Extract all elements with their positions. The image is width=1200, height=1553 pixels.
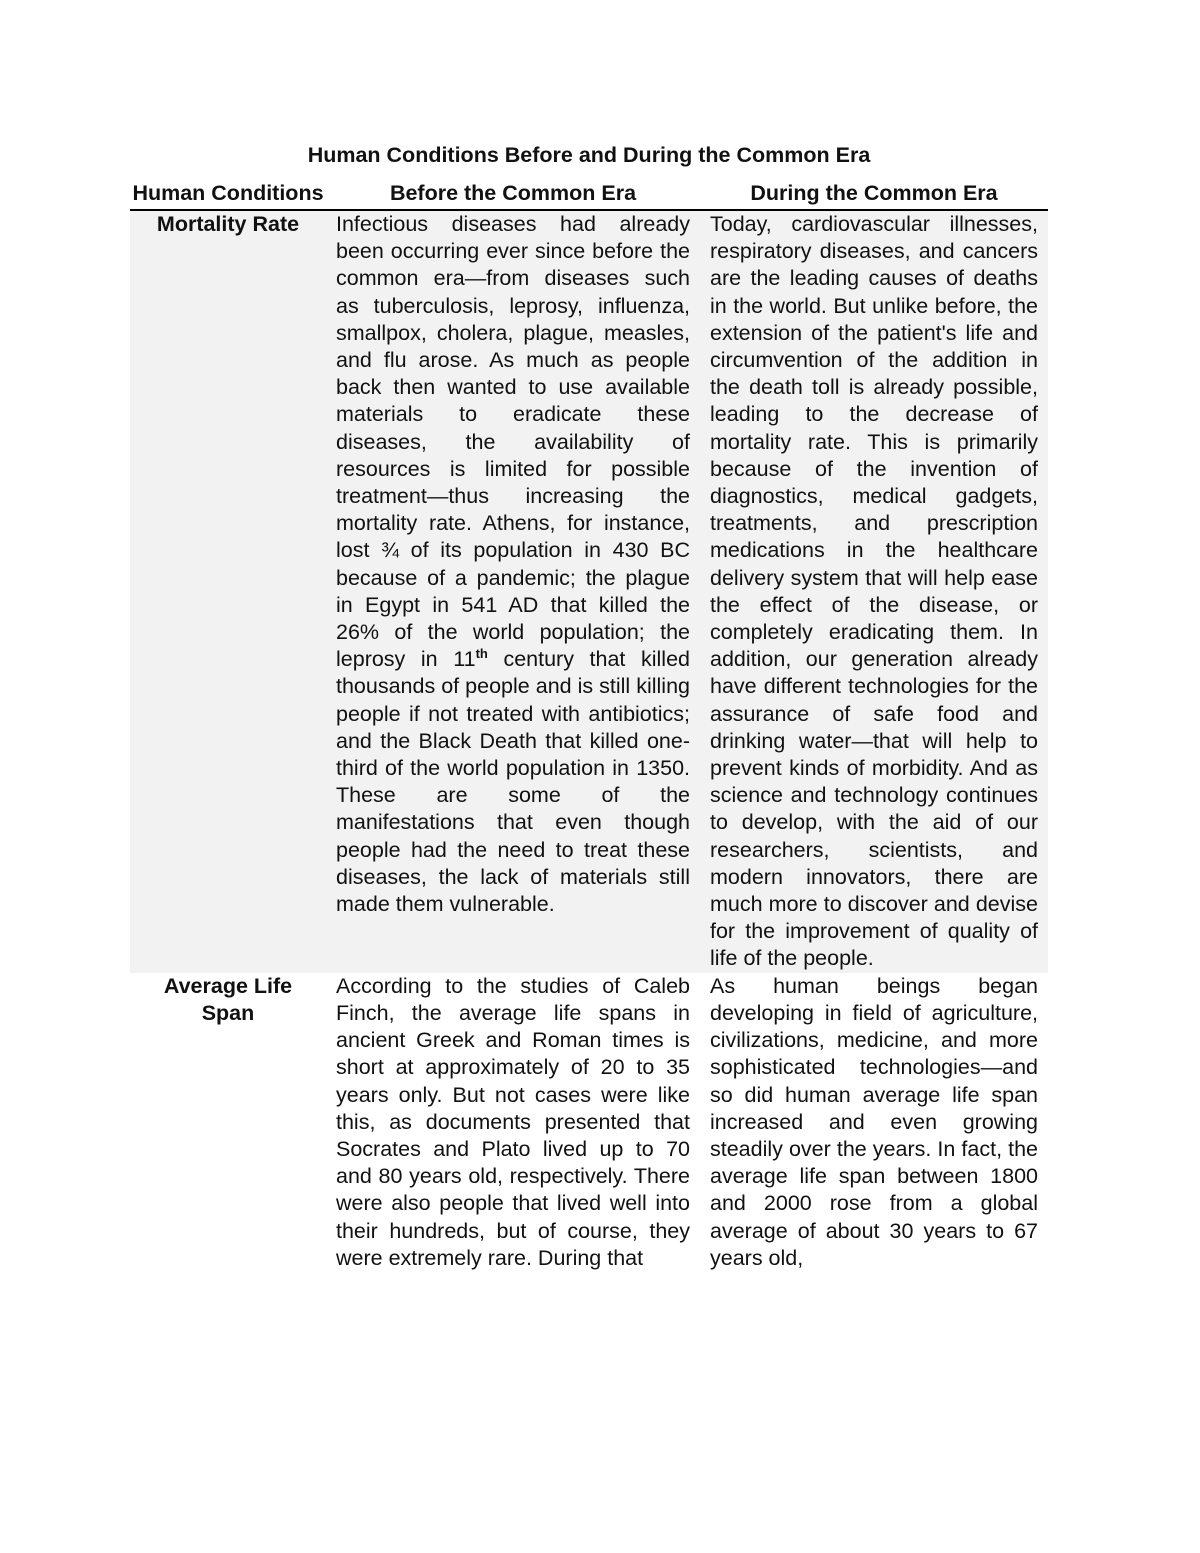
- cell-mortality-during: Today, cardiovascular illnesses, respiratory diseases, and cancers are the leading causes of deaths in the world. But unlike before, the extension of the patient's life and circumvention of the addition in the death toll is already possible, leading to the decrease of mortality rate. This is primarily because of the invention of diagnostics, medical gadgets, treatments, and prescription medications in the healthcare delivery system that will help ease the effect of the disease, or completely eradicating them. In addition, our generation already have different technologies for the assurance of safe food and drinking water—that will help to prevent kinds of morbidity. And as science and technology continues to develop, with the aid of our researchers, scientists, and modern innovators, there are much more to discover and devise for the improvement of quality of life of the people.: [700, 210, 1048, 973]
- document-title: Human Conditions Before and During the Common Era: [307, 143, 871, 167]
- document-page: [130, 140, 1048, 1272]
- conditions-table: [130, 180, 1048, 1272]
- cell-lifespan-before: According to the studies of Caleb Finch, the average life spans in ancient Greek and Roman times is short at approximately of 20 to 35 years only. But not cases were like this, as documents presented that Socrates and Plato lived up to 70 and 80 years old, respectively. There were also people that lived well into their hundreds, but of course, they were extremely rare. During that: [336, 973, 690, 1270]
- cell-mortality-before: [326, 210, 700, 973]
- row-label-average-life-span: Average Life Span: [163, 973, 293, 1025]
- cell-lifespan-during: As human beings began developing in field of agriculture, civilizations, medicine, and more sophisticated technologies—and so did human average life span increased and even growing steadily over the years. In fact, the average life span between 1800 and 2000 rose from a global average of about 30 years to 67 years old,: [710, 973, 1038, 1270]
- cell-mortality-before-text-a: Infectious diseases had already been occurring ever since before the common era—from diseases such as tuberculosis, leprosy, influenza, smallpox, cholera, plague, measles, and flu arose. As much as people back then wanted to use available materials to eradicate these diseases, the availability of resources is limited for possible treatment—thus increasing the mortality rate. Athens, for instance, lost ¾ of its population in 430 BC because of a pandemic; the plague in Egypt in 541 AD that killed the 26% of the world population; the leprosy in 11: [336, 212, 690, 672]
- table-header-row: [130, 180, 1048, 210]
- header-before-common-era: Before the Common Era: [326, 180, 700, 210]
- table-row-average-life-span: [130, 973, 1048, 1272]
- cell-mortality-before-text-b: century that killed thousands of people and is still killing people if not treated with antibiotics; and the Black Death that killed one-third of the world population in 1350. These are some of the manifestations that even though people had the need to treat these diseases, the lack of materials still made them vulnerable.: [336, 647, 690, 917]
- header-during-common-era: During the Common Era: [700, 180, 1048, 210]
- row-label-mortality-rate: Mortality Rate: [130, 210, 326, 973]
- header-human-conditions: Human Conditions: [130, 180, 326, 210]
- table-row-mortality-rate: [130, 210, 1048, 973]
- superscript-th: th: [475, 646, 488, 662]
